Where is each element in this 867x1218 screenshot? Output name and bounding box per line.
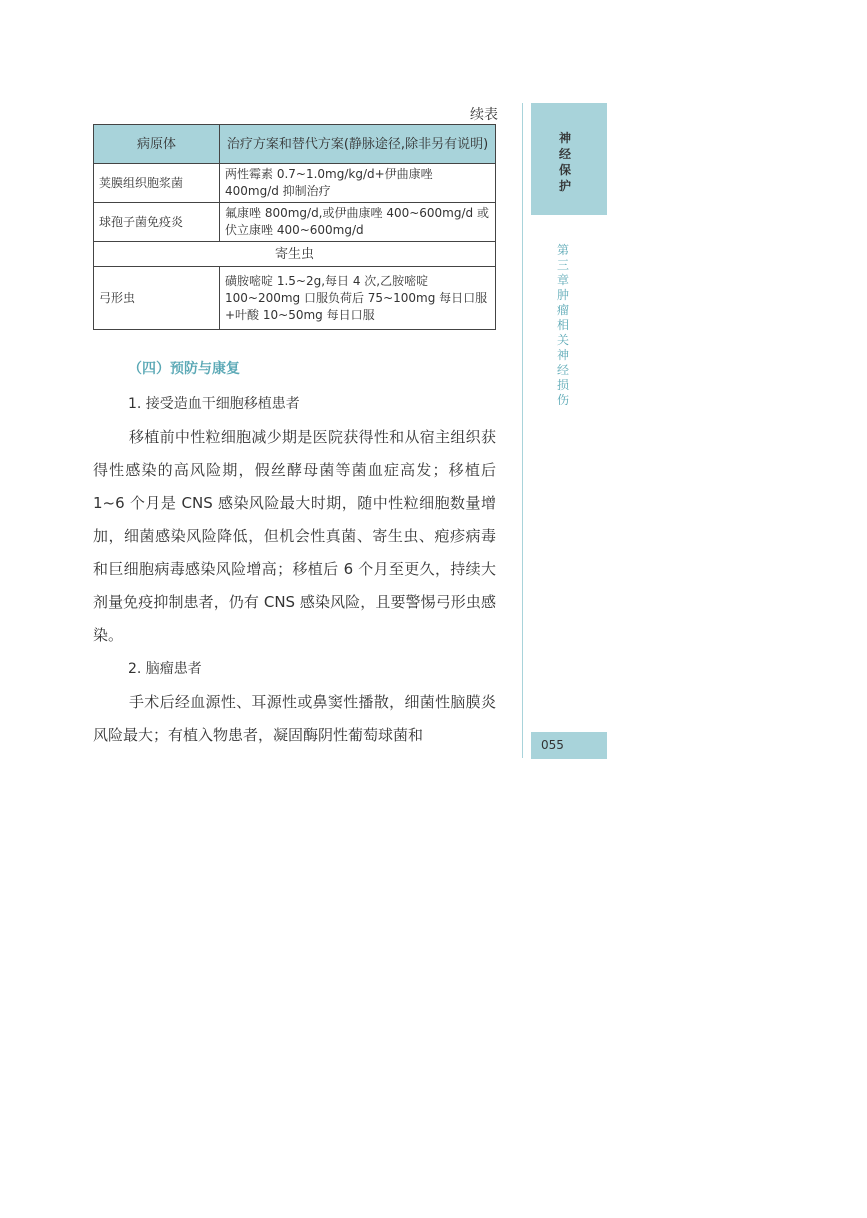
treatment-table	[93, 124, 496, 330]
section-heading: （四）预防与康复	[128, 361, 240, 377]
paragraph-brain-tumor: 手术后经血源性、耳源性或鼻窦性播散，细菌性脑膜炎风险最大；有植入物患者，凝固酶阴性葡萄球菌和	[93, 693, 496, 744]
page-number: 055	[541, 738, 564, 752]
header-treatment: 治疗方案和替代方案(静脉途径,除非另有说明)	[220, 125, 496, 164]
table-row	[94, 203, 496, 242]
table-caption: 续表	[470, 107, 498, 123]
chapter-title: 第三章 肿瘤相关神经损伤	[556, 243, 582, 407]
book-title: 神经保护	[558, 131, 571, 193]
treatment-cell: 两性霉素 0.7~1.0mg/kg/d+伊曲康唑 400mg/d 抑制治疗	[220, 164, 496, 203]
margin-divider	[522, 103, 523, 758]
paragraph-transplant: 移植前中性粒细胞减少期是医院获得性和从宿主组织获得性感染的高风险期，假丝酵母菌等菌血症高发；移植后 1~6 个月是 CNS 感染风险最大时期，随中性粒细胞数量增加，细菌感染风险降低，但机会性真菌、寄生虫、疱疹病毒和巨细胞病毒感染风险增高；移植后 6 个月至更久，持续大剂量免疫抑制患者，仍有 CNS 感染风险，且要警惕弓形虫感染。	[93, 428, 496, 644]
table-header-row	[94, 125, 496, 164]
treatment-cell: 磺胺嘧啶 1.5~2g,每日 4 次,乙胺嘧啶 100~200mg 口服负荷后 75~100mg 每日口服+叶酸 10~50mg 每日口服	[220, 267, 496, 330]
table-section-row	[94, 242, 496, 267]
header-pathogen: 病原体	[94, 125, 220, 164]
table-row	[94, 267, 496, 330]
pathogen-cell: 荚膜组织胞浆菌	[94, 164, 220, 203]
treatment-cell: 氟康唑 800mg/d,或伊曲康唑 400~600mg/d 或伏立康唑 400~600mg/d	[220, 203, 496, 242]
table-row	[94, 164, 496, 203]
pathogen-cell: 球孢子菌免疫炎	[94, 203, 220, 242]
subheading-brain-tumor: 2. 脑瘤患者	[128, 661, 202, 677]
subheading-transplant: 1. 接受造血干细胞移植患者	[128, 396, 300, 412]
pathogen-cell: 弓形虫	[94, 267, 220, 330]
section-label: 寄生虫	[94, 242, 496, 267]
